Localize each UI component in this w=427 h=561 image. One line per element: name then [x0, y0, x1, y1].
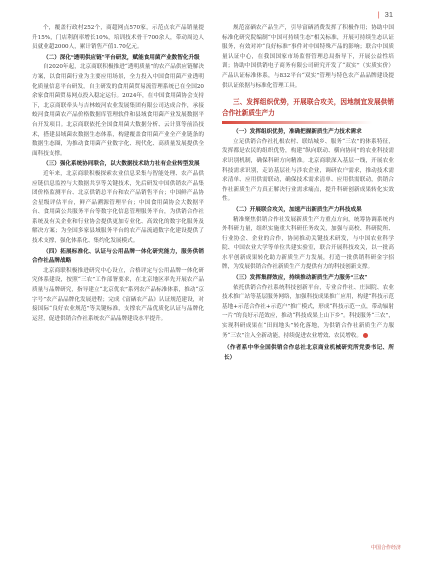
- paragraph: 精准聚焦供销合作社发展新质生产力重点方向，统筹协调系统内外科研力量，组织实施重大科研任务攻关，加强与高校、科研院所、行业协会、企业的合作，协同推动关键技术研发，与中国农业科学院、中国农业大学等单位共建实验室，联合开展科技攻关，以一批高水平创新成果转化助力新质生产力发展，打造一批供销科研金字招牌，为发展供销合作社新质生产力提供有力的科技创新支撑。: [222, 216, 394, 271]
- paragraph: 个，覆盖行政村252个，商超网点570家，示范点农产品销量提升15%，门店利润率增长10%，培训技术骨干700余人，带动周边人员就业超2000人，累计销售产值1.70亿元。: [32, 25, 204, 51]
- page-number: [378, 10, 393, 19]
- paragraph-final: [222, 284, 394, 342]
- page-number-value: 31: [384, 10, 393, 19]
- page-number-divider: |: [377, 10, 380, 19]
- subheading: （一）发挥组织优势，准确把握新质生产力技术需求: [233, 129, 362, 136]
- paragraph: 北京商联积极推进研究中心设立，合格评定与公用品牌一体化研究体系建设，按照“三农”工作部署要求，在北京地区率先开展农产品质量与品牌研究，指导建立“北京优农”系列农产品标准体系，推动“京字号”农产品品牌化发展进程；完成《富硒农产品》认证规范建设，对接国际“良好农业规范”等关键标准，支撑农产品优质化认证与品牌化运营，促进供销合作社系统农产品品牌建设水平提升。: [32, 267, 204, 322]
- paragraph: 立足供销合作社扎根农村、联结城乡、服务“三农”的体系特征，发挥都是农民的组织优势，构建“纵向联动、横向协同”的农业科技需求识别机制，确保科研方向精准。北京商联深入基层一线，开展农业科技需求识别，走访基层社与涉农企业，调研农户需求，推动技术需求清单、应用供需联动，确保技术需求清单、应用供需联动，供销合作社新质生产力真正解决行业需求痛点，提升科研创新成果转化实效性。: [222, 138, 394, 203]
- left-column: [32, 24, 204, 324]
- paragraph: 近年来，北京商联积极探索农业信息采集与智能处理、农产品供应链信息监控与大数据共享等关键技术，先后研发中国供销农产品集团价格监测平台、北京供销总平台和农产品销售平台；中国鲜产品协会星级评估平台，鲜产品溯源管理平台；中国食用菌协会大数据平台、食用菌公共服务平台等数字化信息管理服务平台，为供销合作社系统及有关企业和行业协会提供更加专业化、高效化的数字化服务及解决方案；为全国多家县域服务平台的农产品流通数字化建设提供了技术支撑，强化体系化、集约化发展模式。: [32, 170, 204, 245]
- right-column: [222, 24, 394, 363]
- paragraph-final-text: 依托供销合作社系统科技创新平台，专业合作社、庄园院、农业技术推广站等基层服务网络，加强科技成果推广应用，构建“科技示范基地+示范合作社+示范户”推广模式，形成“科技示范一点，带动辐射一片”的良好示范效应，推动“科技成果上山下乡”。科技服务“三农”，实现科研成果在“田间地头”转化落地，为供销合作社新质生产力服务“三农”注入全新动能，持续促进农业增效、农民增收。: [222, 284, 394, 339]
- subheading: （二）深化“透明供应链”平台研发，赋能食用菌产业数智化升级: [43, 54, 200, 61]
- subheading: （三）发挥集群效应，持续推动新质生产力服务“三农”: [233, 275, 368, 282]
- section-title-underline: [222, 121, 372, 124]
- magazine-footer: 中国合作经济: [370, 545, 401, 551]
- subheading: （二）开展联合攻关，加速产出新质生产力科技成果: [233, 206, 362, 213]
- subheading: （三）强化系统协同联合，以大数据技术助力社有企业转型发展: [43, 161, 200, 168]
- section-title: [222, 97, 394, 124]
- article-end-icon: [363, 333, 368, 338]
- author-note: （作者系中华全国供销合作总社北京商业机械研究所党委书记、所长）: [224, 345, 394, 361]
- section-title-text: 三、发挥组织优势，开展联合攻关，因地制宜发展供销合作社新质生产力: [222, 99, 394, 118]
- paragraph: 自2020年起，北京商联积极推进“透明质量”的农产品供应链解决方案，以食用菌行业为主要应用场景，全力投入中国食用菌产业透明化质量信息平台研发，自主研发的食用菌贸易流管理系统已在全国20余家食用菌贸易网点投入稳定运行。2024年，在中国食用菌协会支持下，北京商联牵头与吉林蛟河农业发展集团有限公司达成合作，承接蛟河食用菌农产品价格数据库管理软件和县域食用菌产业发展数据平台开发项目。北京商联依托全国食用菌大数据分析、云计算等前沿技术，搭建县域菌农数据生态体系，构建覆盖食用菌产业全产业链条的数据生态圈，为推动食用菌产业数字化、现代化、高质量发展提供全面科技支撑。: [32, 64, 204, 157]
- subheading: （四）拓展标准化、认证与公用品牌一体化研究能力，服务供销合作社品牌战略: [32, 248, 204, 265]
- paragraph: 规范富硒农产品生产，引导富硒消费发挥了积极作用；协助中国标准化研究院编制“中国可持续生态”相关标准，开展可持续生态认证服务，有效对冲“良好标准”事件对中国特殊产品的影响；联合中国质量认证中心，在我国国家市场监督管理总局指导下，开展公益性培训；协助中国供销电子商务有限公司研究开发了“双实”（实质实价）产品认证标准体系，与832平台“双实”管理与特色农产品品牌建设提供认证依据与标准化管理工具。: [222, 25, 394, 89]
